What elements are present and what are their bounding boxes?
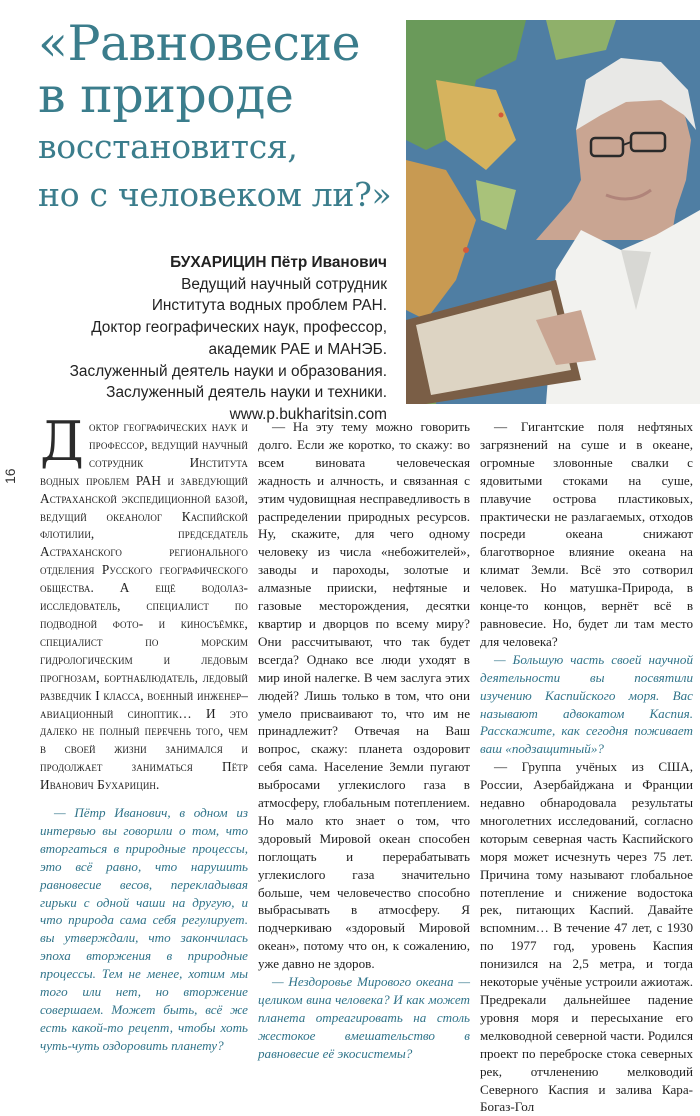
answer-1: — На эту тему можно говорить долго. Если же коротко, то скажу: во всем виновата человеческая жадность и алчность, и связанная с этим чудовищная несправедливость в распределении природных ресурсов. Ну, скажите, для чего одному человеку из числа «небожителей», заводы и пароходы, золотые и алмазные прииски, нефтяные и газовые месторождения, десятки квартир и дворцов по всему миру? Они рассчитывают, что так будет всегда? Однако все люди уходят в мир иной налегке. В чем заслуга этих людей? Лишь только в том, что они умело присваивают то, что им не принадлежит? Отвечая на Ваш вопрос, скажу: планета оздоровит себя сама. Население Земли пугают выбросами углекислого газа в атмосферу, глобальным потеплением. Но мало кто знает о том, что здоровый Мировой океан способен поглощать и перерабатывать углекислого газа значительно больше, чем человечество способно выбрасывать в атмосферу. Я подчеркиваю «здоровый Мировой океан», потому что он, к сожалению, уже давно не здоров. xyxy=(258,419,470,972)
author-degree: Доктор географических наук, профессор, xyxy=(91,319,387,337)
author-photo xyxy=(406,20,700,404)
answer-2: — Гигантские поля нефтяных загрязнений на суше и в океане, огромные зловонные свалки с ядовитыми стоками на суше, плавучие острова пластиковых, практически не разлагаемых, отходов посреди океана снижают благотворное влияние океана на климат Земли. Всё это сотворил человек. Но матушка-Природа, в конце-то концов, вернёт всё в равновесие. Но, будет ли там место для человека? xyxy=(480,419,693,649)
article-column-2 xyxy=(258,418,470,1063)
author-institute: Института водных проблем РАН. xyxy=(151,297,387,315)
author-honor-2: Заслуженный деятель науки и техники. xyxy=(106,384,387,402)
drop-cap: Д xyxy=(40,410,85,473)
article-title xyxy=(38,15,408,218)
author-academic: академик РАЕ и МАНЭБ. xyxy=(208,340,387,358)
title-line-4: но с человеком ли?» xyxy=(38,175,392,214)
title-line-1: «Равновесие xyxy=(38,15,361,72)
author-name: БУХАРИЦИН Пётр Иванович xyxy=(170,254,387,271)
title-line-3: восстановится, xyxy=(38,127,298,166)
page-number: 16 xyxy=(2,468,18,484)
author-bio xyxy=(60,252,387,426)
question-2: — Нездоровье Мирового океана — целиком вина человека? И как может планета отреагировать на столь жестокое вмешательство в равновесие её экосистемы? xyxy=(258,974,470,1061)
intro-text: октор географических наук и профессор, ведущий научный сотрудник Института водных проблем РАН и заведующий Астраханской экспедиционной базой, ведущий океанолог Каспийской флотилии, председатель Астраханского регионального отделения Русского географического общества. А ещё водолаз-исследователь, специалист по подводной фото- и киносъёмке, специалист по морским гидрологическим и ледовым прогнозам, бортнаблюдатель, ледовый разведчик I класса, военный инженер–авиационный синоптик… И это далеко не полный перечень того, чем в своей жизни занимался и продолжает заниматься Пётр Иванович Бухарицин. xyxy=(40,419,248,793)
title-line-2: в природе xyxy=(38,67,294,124)
article-column-1 xyxy=(40,410,248,1055)
intro-paragraph xyxy=(40,410,248,794)
question-3: — Большую часть своей научной деятельности вы посвятили изучению Каспийского моря. Вас называют адвокатом Каспия. Расскажите, как сегодня поживает ваш «подзащитный»? xyxy=(480,651,693,757)
question-1: — Пётр Иванович, в одном из интервью вы говорили о том, что вторгаться в природные процессы, это всё равно, что нарушить равновесие весов, перекладывая гирьки с одной чаши на другую, и что природа сама себя регулирует. вы утверждали, что закончилась эпоха вторжения в природные процессы. Тем не менее, хотим мы того или нет, но вторжение совершаем. Может быть, всё же есть какой-то рецепт, чтобы хоть чуть-чуть оздоровить планету? xyxy=(40,805,248,1053)
answer-3: — Группа учёных из США, России, Азербайджана и Франции недавно обнародовала результаты многолетних исследований, согласно которым северная часть Каспийского моря может исчезнуть через 75 лет. Причина тому называют глобальное потепление и снижение водостока рек, питающих Каспий. Давайте вспомним… В течение 47 лет, с 1930 по 1977 год, уровень Каспия понизился на 2,5 метра, и тогда некоторые учёные устроили ажиотаж. Предрекали дальнейшее падение уровня моря и пересыхание его мелководной северной части. Родился проект по переброске стока северных рек, отчленению мелководий Северного Каспия и залива Кара-Богаз-Гол xyxy=(480,759,693,1115)
article-column-3 xyxy=(480,418,693,1116)
author-position: Ведущий научный сотрудник xyxy=(181,275,387,293)
author-honor-1: Заслуженный деятель науки и образования. xyxy=(69,362,387,380)
author-website: www.p.bukharitsin.com xyxy=(229,405,387,423)
